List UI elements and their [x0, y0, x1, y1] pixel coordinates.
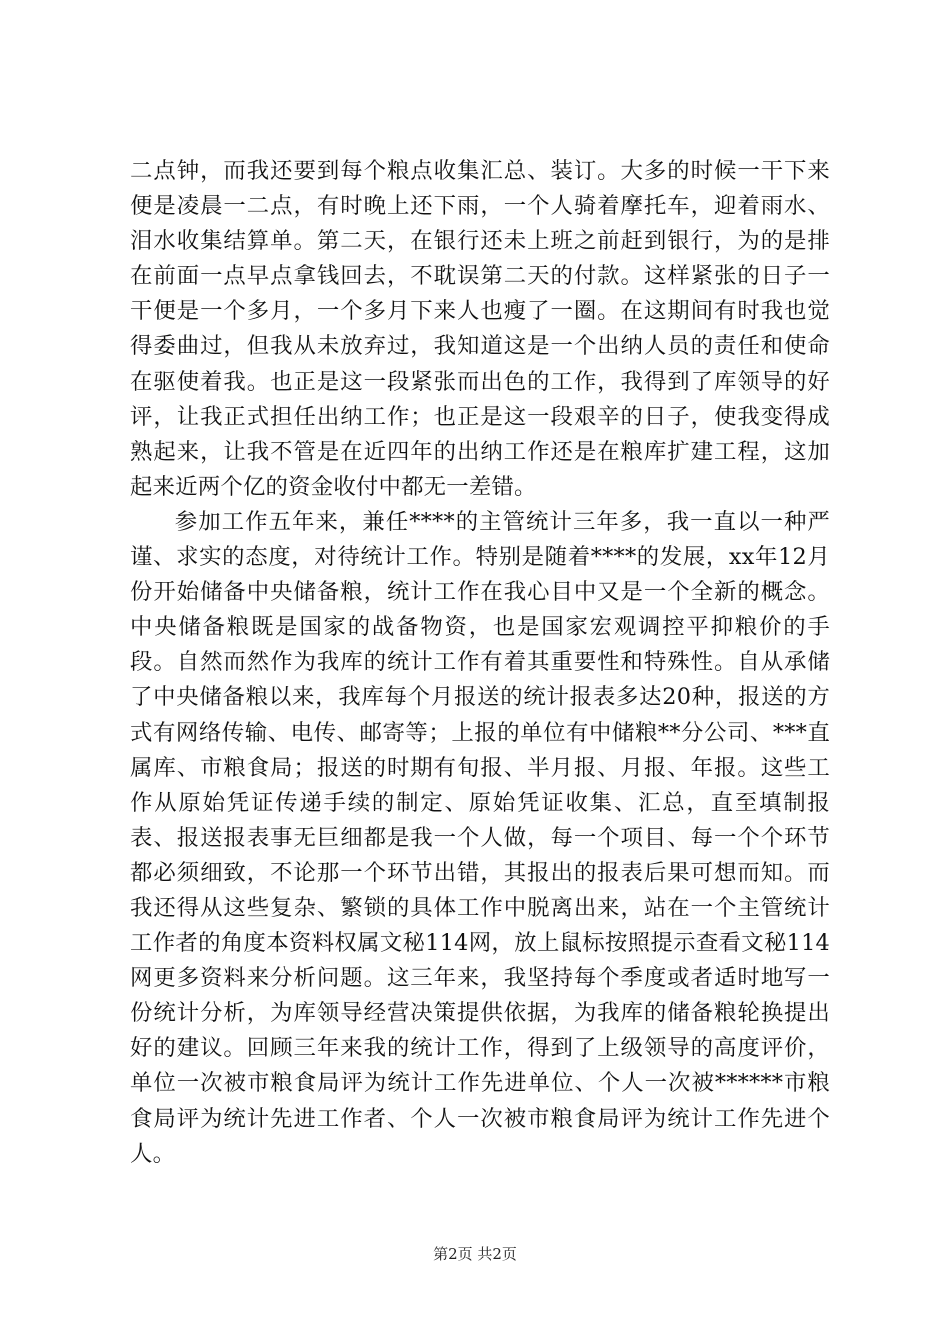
document-body: [130, 154, 830, 1172]
paragraph-statistics-work: 参加工作五年来，兼任****的主管统计三年多，我一直以一种严谨、求实的态度，对待统计工作。特别是随着****的发展，xx年12月份开始储备中央储备粮，统计工作在我心目中又是一个全新的概念。中央储备粮既是国家的战备物资，也是国家宏观调控平抑粮价的手段。自然而然作为我库的统计工作有着其重要性和特殊性。自从承储了中央储备粮以来，我库每个月报送的统计报表多达20种，报送的方式有网络传输、电传、邮寄等；上报的单位有中储粮**分公司、***直属库、市粮食局；报送的时期有旬报、半月报、月报、年报。这些工作从原始凭证传递手续的制定、原始凭证收集、汇总，直至填制报表、报送报表事无巨细都是我一个人做，每一个项目、每一个个环节都必须细致，不论那一个环节出错，其报出的报表后果可想而知。而我还得从这些复杂、繁锁的具体工作中脱离出来，站在一个主管统计工作者的角度本资料权属文秘114网，放上鼠标按照提示查看文秘114网更多资料来分析问题。这三年来，我坚持每个季度或者适时地写一份统计分析，为库领导经营决策提供依据，为我库的储备粮轮换提出好的建议。回顾三年来我的统计工作，得到了上级领导的高度评价，单位一次被市粮食局评为统计工作先进单位、个人一次被******市粮食局评为统计先进工作者、个人一次被市粮食局评为统计工作先进个人。: [130, 508, 830, 1167]
paragraph-continuation: 二点钟，而我还要到每个粮点收集汇总、装订。大多的时候一干下来便是凌晨一二点，有时晚上还下雨，一个人骑着摩托车，迎着雨水、泪水收集结算单。第二天，在银行还未上班之前赶到银行，为的是排在前面一点早点拿钱回去，不耽误第二天的付款。这样紧张的日子一干便是一个多月，一个多月下来人也瘦了一圈。在这期间有时我也觉得委曲过，但我从未放弃过，我知道这是一个出纳人员的责任和使命在驱使着我。也正是这一段紧张而出色的工作，我得到了库领导的好评，让我正式担任出纳工作；也正是这一段艰辛的日子，使我变得成熟起来，让我不管是在近四年的出纳工作还是在粮库扩建工程，这加起来近两个亿的资金收付中都无一差错。: [130, 158, 830, 500]
page-footer: 第2页 共2页: [433, 1245, 517, 1263]
